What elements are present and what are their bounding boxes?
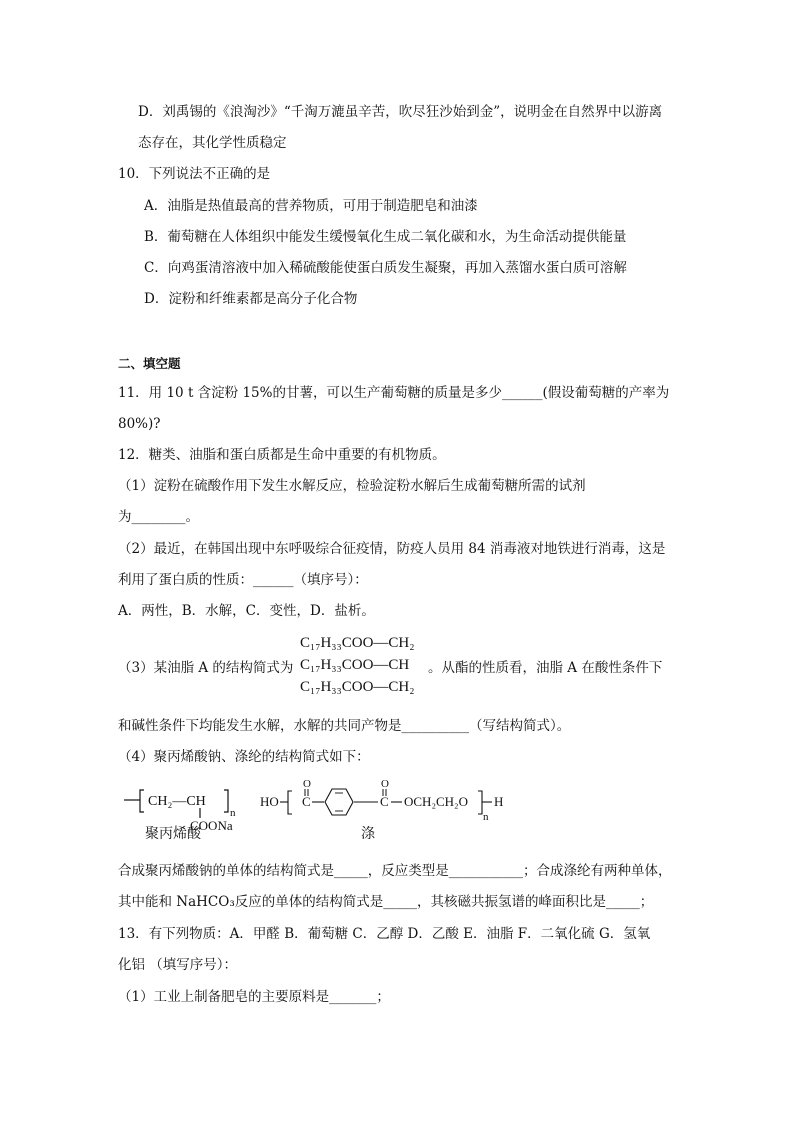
q10-stem: 10．下列说法不正确的是 bbox=[118, 166, 271, 182]
pet-terminal-h: H bbox=[494, 794, 504, 809]
pet-carbonyl-o2: O bbox=[381, 778, 389, 790]
q12-part2-line1: （2）最近，在韩国出现中东呼吸综合征疫情，防疫人员用 84 消毒液对地铁进行消毒，这是 bbox=[118, 541, 666, 557]
fat-row-1: C₁₇H₃₃COO—CH₂ bbox=[300, 635, 415, 651]
q13-line1: 13．有下列物质：A．甲醛 B．葡萄糖 C．乙醇 D．乙酸 E．油脂 F．二氧化硫 G．氢氧 bbox=[118, 926, 651, 942]
q12-part3-line2: 和碱性条件下均能发生水解，水解的共同产物是__________（写结构简式）。 bbox=[118, 718, 571, 734]
pana-chain: CH₂—CH bbox=[148, 794, 206, 809]
pet-carbonyl-o1: O bbox=[303, 778, 311, 790]
q12-part3-suffix: 。从酯的性质看，油脂 A 在酸性条件下 bbox=[428, 660, 663, 676]
q10-option-a: A．油脂是热值最高的营养物质，可用于制造肥皂和油漆 bbox=[144, 198, 478, 214]
q13-line2: 化铝 （填写序号）： bbox=[118, 957, 238, 973]
q12-part2-options: A．两性，B．水解，C．变性，D．盐析。 bbox=[118, 603, 375, 619]
q10-option-d: D．淀粉和纤维素都是高分子化合物 bbox=[144, 291, 358, 307]
q12-part4-line2: 其中能和 NaHCO₃反应的单体的结构简式是_____，其核磁共振氢谱的峰面积比是_____； bbox=[118, 894, 654, 910]
q12-part1-line1: （1）淀粉在硫酸作用下发生水解反应，检验淀粉水解后生成葡萄糖所需的试剂 bbox=[118, 478, 586, 494]
fat-structure-formula bbox=[300, 632, 415, 698]
polyester-caption: 涤 bbox=[361, 826, 375, 842]
q12-part4-stem: （4）聚丙烯酸钠、涤纶的结构简式如下： bbox=[118, 749, 370, 765]
q10-option-b: B．葡萄糖在人体组织中能发生缓慢氧化生成二氧化碳和水，为生命活动提供能量 bbox=[144, 229, 627, 245]
polyester-pet-structure bbox=[260, 776, 520, 846]
q12-part2-line2: 利用了蛋白质的性质：______（填序号）： bbox=[118, 572, 368, 588]
q9-option-d-line2: 态存在，其化学性质稳定 bbox=[138, 135, 287, 151]
q9-option-d-line1: D．刘禹锡的《浪淘沙》“千淘万漉虽辛苦，吹尽狂沙始到金”，说明金在自然界中以游离 bbox=[138, 104, 663, 120]
section-title: 二、填空题 bbox=[118, 356, 181, 371]
pet-carbon-1: C bbox=[302, 794, 311, 809]
pana-subscript-n: n bbox=[230, 807, 236, 819]
pana-side-group: COONa bbox=[190, 818, 233, 833]
q11-line2: 80%)? bbox=[118, 416, 161, 432]
fat-row-2: C₁₇H₃₃COO—CH bbox=[300, 657, 410, 673]
pet-glycol-unit: OCH₂CH₂O bbox=[404, 794, 468, 809]
pet-ho: HO bbox=[260, 794, 279, 809]
fat-row-3: C₁₇H₃₃COO—CH₂ bbox=[300, 679, 415, 695]
pet-carbon-2: C bbox=[380, 794, 389, 809]
q12-stem: 12．糖类、油脂和蛋白质都是生命中重要的有机物质。 bbox=[118, 447, 446, 463]
q12-part4-line1: 合成聚丙烯酸钠的单体的结构简式是_____，反应类型是___________；合成涤纶有两种单体， bbox=[118, 863, 672, 879]
q11-line1: 11．用 10 t 含淀粉 15%的甘薯，可以生产葡萄糖的质量是多少______(假设葡萄糖的产率为 bbox=[118, 385, 670, 401]
q10-option-c: C．向鸡蛋清溶液中加入稀硫酸能使蛋白质发生凝聚，再加入蒸馏水蛋白质可溶解 bbox=[144, 260, 627, 276]
q12-part1-line2: 为________。 bbox=[118, 509, 199, 525]
q13-part1: （1）工业上制备肥皂的主要原料是_______； bbox=[118, 989, 390, 1005]
pet-subscript-n: n bbox=[483, 811, 489, 823]
q12-part3-prefix: （3）某油脂 A 的结构简式为 bbox=[118, 660, 294, 676]
polyacrylate-caption: 聚丙烯酸 bbox=[145, 826, 201, 842]
